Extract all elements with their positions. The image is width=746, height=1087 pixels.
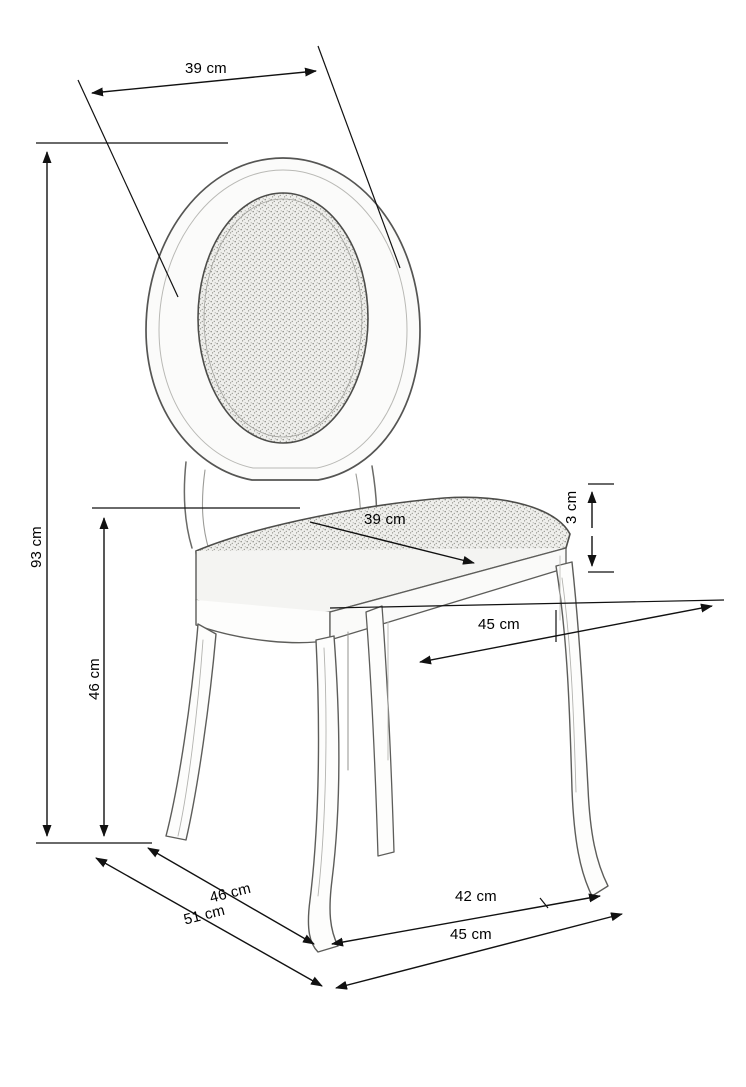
dimension-label-backrest-width: 39 cm: [185, 60, 227, 77]
dimension-label-base-width: 45 cm: [450, 926, 492, 943]
dimension-label-seat-depth: 39 cm: [364, 511, 406, 528]
dimension-label-seat-thickness: 3 cm: [563, 490, 580, 524]
dimension-label-total-height: 93 cm: [28, 526, 45, 568]
chair-illustration: [146, 158, 608, 952]
dimension-label-base-diagonal: 51 cm: [182, 901, 227, 929]
dimension-label-seat-height: 46 cm: [86, 658, 103, 700]
dimension-label-base-depth: 46 cm: [208, 879, 253, 907]
dimension-label-foot-spacing: 42 cm: [455, 888, 497, 905]
dimension-label-seat-width: 45 cm: [478, 616, 520, 633]
